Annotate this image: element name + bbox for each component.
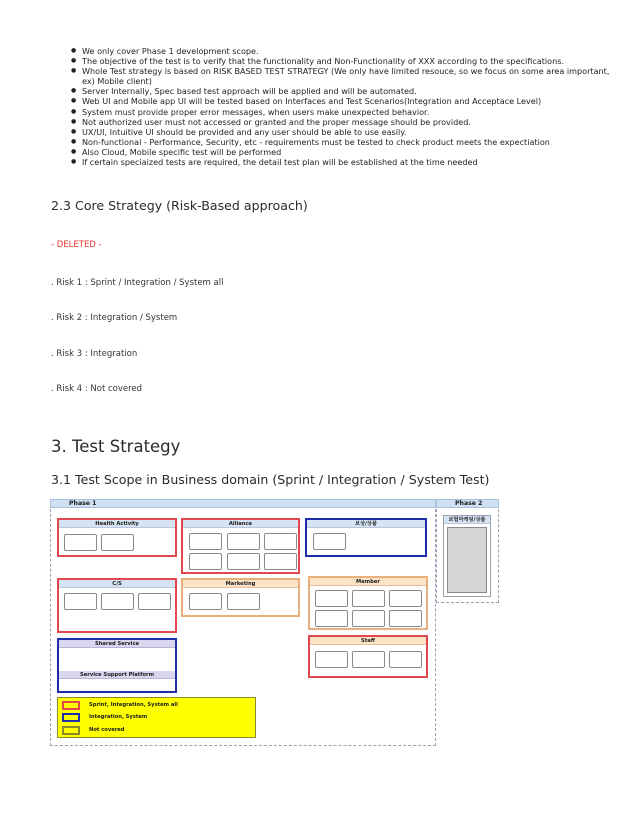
bullet-item: ● Whole Test strategy is based on RISK BASED TEST STRATEGY (We only have limited resouce, so we focus on some area important, ex) Mobile client) bbox=[70, 66, 615, 86]
module-box bbox=[315, 651, 348, 668]
module-box bbox=[313, 533, 346, 550]
module-box bbox=[389, 590, 422, 607]
module-box bbox=[352, 610, 385, 627]
group-header: Staff bbox=[310, 637, 426, 645]
phase-2-placeholder bbox=[447, 527, 487, 593]
risk-2-text: . Risk 2 : Integration / System bbox=[51, 313, 178, 323]
bullet-item: ● System must provide proper error messages, when users make unexpected behavior. bbox=[70, 107, 615, 117]
diagram-legend bbox=[57, 697, 256, 738]
module-box bbox=[352, 590, 385, 607]
group-health-activity bbox=[57, 518, 177, 557]
group-header: Member bbox=[310, 578, 426, 586]
group-staff bbox=[308, 635, 428, 678]
module-box bbox=[389, 610, 422, 627]
group-alliance bbox=[181, 518, 300, 574]
group-marketing bbox=[181, 578, 300, 617]
service-support-platform-header: Service Support Platform bbox=[59, 671, 175, 679]
phase-2-label: Phase 2 bbox=[436, 499, 499, 508]
bullet-item: ● Server Internally, Spec based test approach will be applied and will be automated. bbox=[70, 86, 615, 96]
test-scope-diagram bbox=[50, 499, 499, 746]
module-box bbox=[101, 593, 134, 610]
module-box bbox=[227, 593, 260, 610]
bullet-item: ● The objective of the test is to verify that the functionality and Non-Functionality of XXX according to the specifications. bbox=[70, 56, 615, 66]
strategy-bullet-list bbox=[70, 46, 615, 167]
group-reward-products bbox=[305, 518, 427, 557]
bullet-item: ● We only cover Phase 1 development scope. bbox=[70, 46, 615, 56]
risk-1-text: . Risk 1 : Sprint / Integration / System all bbox=[51, 278, 224, 288]
module-box bbox=[138, 593, 171, 610]
module-box bbox=[227, 553, 260, 570]
group-header: Health Activity bbox=[59, 520, 175, 528]
bullet-item: ● Also Cloud, Mobile specific test will be performed bbox=[70, 147, 615, 157]
bullet-item: ● If certain speciaized tests are required, the detail test plan will be established at the time needed bbox=[70, 157, 615, 167]
group-header: C/S bbox=[59, 580, 175, 588]
group-header: Marketing bbox=[183, 580, 298, 588]
legend-label: Sprint, Integration, System all bbox=[89, 702, 178, 708]
module-box bbox=[315, 590, 348, 607]
bullet-item: ● Not authorized user must not accessed or granted and the proper message should be provided. bbox=[70, 117, 615, 127]
module-box bbox=[352, 651, 385, 668]
module-box bbox=[315, 610, 348, 627]
legend-label: Integration, System bbox=[89, 714, 148, 720]
module-box bbox=[189, 533, 222, 550]
module-box bbox=[264, 553, 297, 570]
group-cs bbox=[57, 578, 177, 633]
bullet-item: ● Non-functional - Performance, Security, etc - requirements must be tested to check product meets the expectiation bbox=[70, 137, 615, 147]
legend-label: Not covered bbox=[89, 727, 125, 733]
phase-1-label: Phase 1 bbox=[50, 499, 436, 508]
legend-swatch-olive bbox=[62, 726, 80, 735]
shared-service-header: Shared Service bbox=[59, 640, 175, 648]
legend-swatch-blue bbox=[62, 713, 80, 722]
bullet-item: ● UX/UI, Intuitive UI should be provided and any user should be able to use easily. bbox=[70, 127, 615, 137]
group-shared-service bbox=[57, 638, 177, 693]
group-header: Alliance bbox=[183, 520, 298, 528]
group-member bbox=[308, 576, 428, 630]
module-box bbox=[64, 593, 97, 610]
module-box bbox=[389, 651, 422, 668]
module-box bbox=[227, 533, 260, 550]
module-box bbox=[189, 553, 222, 570]
module-box bbox=[264, 533, 297, 550]
phase-2-group bbox=[443, 515, 491, 597]
section-3-heading: 3. Test Strategy bbox=[51, 437, 181, 456]
risk-3-text: . Risk 3 : Integration bbox=[51, 349, 138, 359]
legend-swatch-red bbox=[62, 701, 80, 710]
bullet-item: ● Web UI and Mobile app UI will be tested based on Interfaces and Test Scenarios(Integration and Acceptace Level) bbox=[70, 96, 615, 106]
group-header: 보상/상품 bbox=[307, 520, 425, 528]
phase-2-group-header: 보험마케팅/상품 bbox=[444, 516, 490, 524]
risk-4-text: . Risk 4 : Not covered bbox=[51, 384, 143, 394]
section-3-1-heading: 3.1 Test Scope in Business domain (Sprint / Integration / System Test) bbox=[51, 472, 490, 487]
deleted-note: - DELETED - bbox=[51, 240, 102, 250]
module-box bbox=[64, 534, 97, 551]
section-2-3-heading: 2.3 Core Strategy (Risk-Based approach) bbox=[51, 198, 308, 213]
module-box bbox=[101, 534, 134, 551]
module-box bbox=[189, 593, 222, 610]
